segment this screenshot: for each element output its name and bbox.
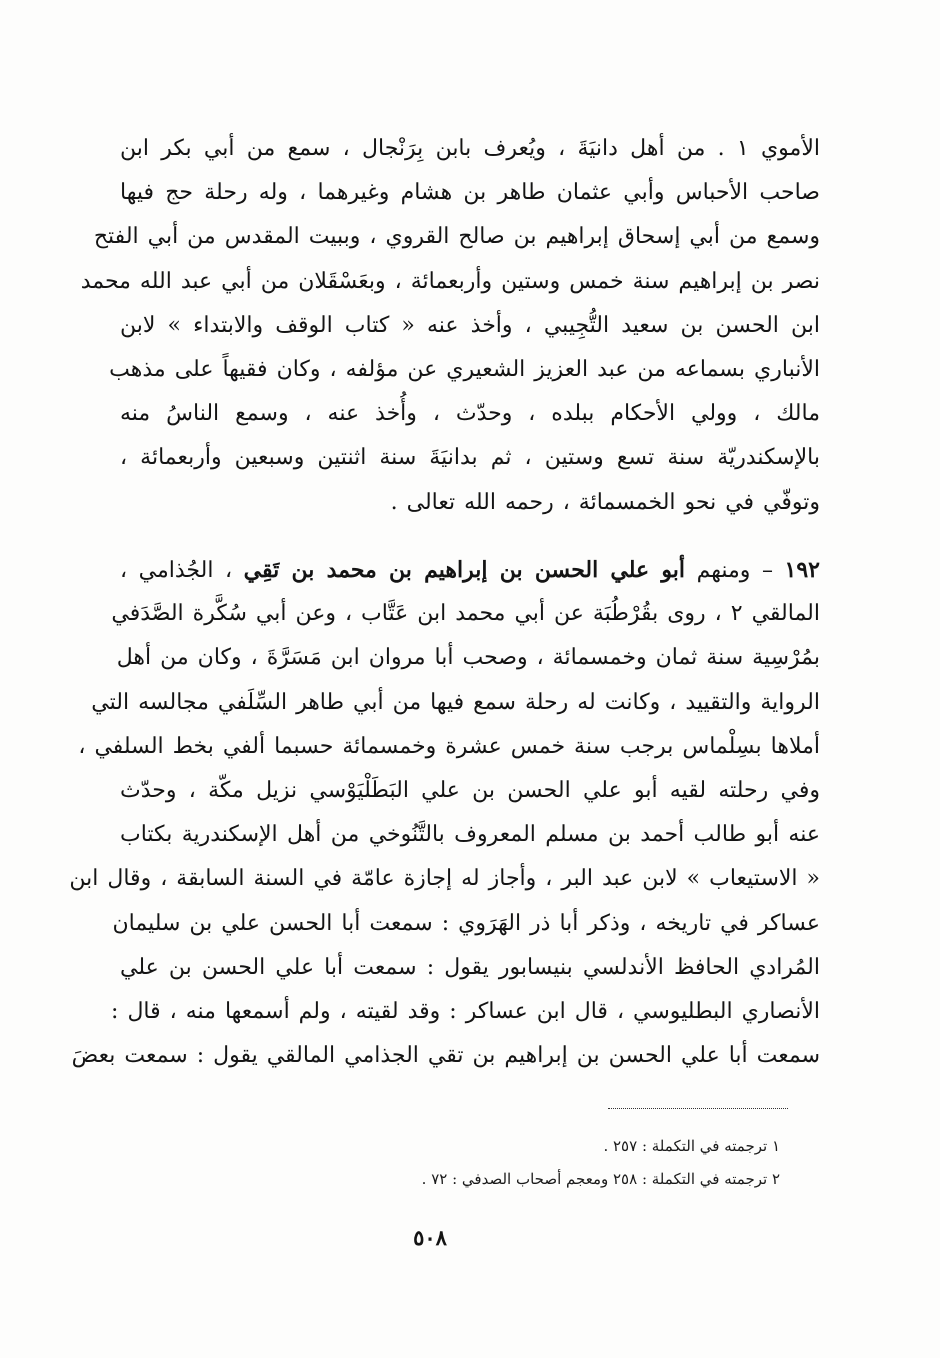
footnote-1: ١ ترجمته في التكملة : ٢٥٧ . — [603, 1137, 780, 1155]
text-line: سمعت أبا علي الحسن بن إبراهيم بن تقي الجذامي المالقي يقول : سمعت بعضَ — [71, 1043, 820, 1069]
entry-heading-line — [120, 548, 820, 592]
text-line: أملاها بسِلْماس برجب سنة خمس عشرة وخمسمائة حسبما ألفي بخط السلفي ، — [78, 733, 820, 759]
text-line: الرواية والتقييد ، وكانت له رحلة سمع فيها من أبي طاهر السِّلَفي مجالسه التي — [91, 689, 820, 715]
entry-number: ١٩٢ — [784, 557, 820, 583]
text-line: الأنصاري البطليوسي ، قال ابن عساكر : وقد لقيته ، ولم أسمعها منه ، قال : — [111, 998, 820, 1024]
text-line: صاحب الأحباس وأبي عثمان طاهر بن هشام وغيرهما ، وله رحلة حج فيها — [120, 180, 820, 206]
entry-subject-name: أبو علي الحسن بن إبراهيم بن محمد بن تَقِي — [243, 557, 685, 583]
paragraph-2-entry-192 — [69, 548, 820, 1078]
text-line: وسمع من أبي إسحاق إبراهيم بن صالح القروي ، وببيت المقدس من أبي الفتح — [93, 224, 820, 250]
text-line: المُرادي الحافظ الأندلسي بنيسابور يقول : سمعت أبا علي الحسن بن علي — [120, 954, 820, 980]
page-number: ٥٠٨ — [413, 1225, 447, 1250]
text-line: الأنباري بسماعه من عبد العزيز الشعيري عن مؤلفه ، وكان فقيهاً على مذهب — [109, 356, 820, 382]
text-line: مالك ، وولي الأحكام ببلده ، وحدّث ، وأُخذ عنه ، وسمع الناسُ منه — [120, 401, 820, 427]
entry-dash: – — [761, 558, 773, 583]
text-line: بمُرْسِية سنة ثمان وخمسمائة ، وصحب أبا مروان ابن مَسَرَّةَ ، وكان من أهل — [116, 645, 820, 671]
text-line: عساكر في تاريخه ، وذكر أبا ذر الهَرَوي : سمعت أبا الحسن علي بن سليمان — [112, 910, 820, 936]
entry-first-line-rest: ، الجُذامي ، — [120, 558, 233, 583]
text-line: ابن الحسن بن سعيد التُّجِيبي ، وأخذ عنه « كتاب الوقف والابتداء » لابن — [120, 312, 820, 338]
paragraph-1 — [80, 127, 820, 525]
text-line: المالقي ٢ ، روى بقُرْطُبَة عن أبي محمد ابن عَتَّاب ، وعن أبي سُكَّرة الصَّدَفي — [111, 601, 820, 627]
entry-intro: ومنهم — [696, 558, 751, 583]
footnote-2: ٢ ترجمته في التكملة : ٢٥٨ ومعجم أصحاب الصدفي : ٧٢ . — [421, 1170, 780, 1188]
footnote-divider — [608, 1108, 788, 1109]
text-line: الأموي ١ . من أهل دانيَةَ ، ويُعرف بابن بِرَنْجال ، سمع من أبي بكر ابن — [120, 136, 820, 161]
text-line: بالإسكندريّة سنة تسع وستين ، ثم بدانيَةَ سنة اثنتين وسبعين وأربعمائة ، — [120, 445, 820, 471]
text-line: نصر بن إبراهيم سنة خمس وستين وأربعمائة ، وبعَسْقَلان من أبي عبد الله محمد — [80, 268, 820, 294]
text-line: عنه أبو طالب أحمد بن مسلم المعروف بالتَّنُوخي من أهل الإسكندرية بكتاب — [120, 822, 820, 848]
text-line: « الاستيعاب » لابن عبد البر ، وأجاز له إجازة عامّة في السنة السابقة ، وقال ابن — [69, 866, 820, 892]
text-line: وفي رحلته لقيه أبو علي الحسن بن علي البَطَلْيَوْسي نزيل مكّة ، وحدّث — [120, 777, 820, 803]
text-line: وتوفّي في نحو الخمسمائة ، رحمه الله تعالى . — [390, 489, 820, 515]
footnotes — [220, 1130, 780, 1196]
